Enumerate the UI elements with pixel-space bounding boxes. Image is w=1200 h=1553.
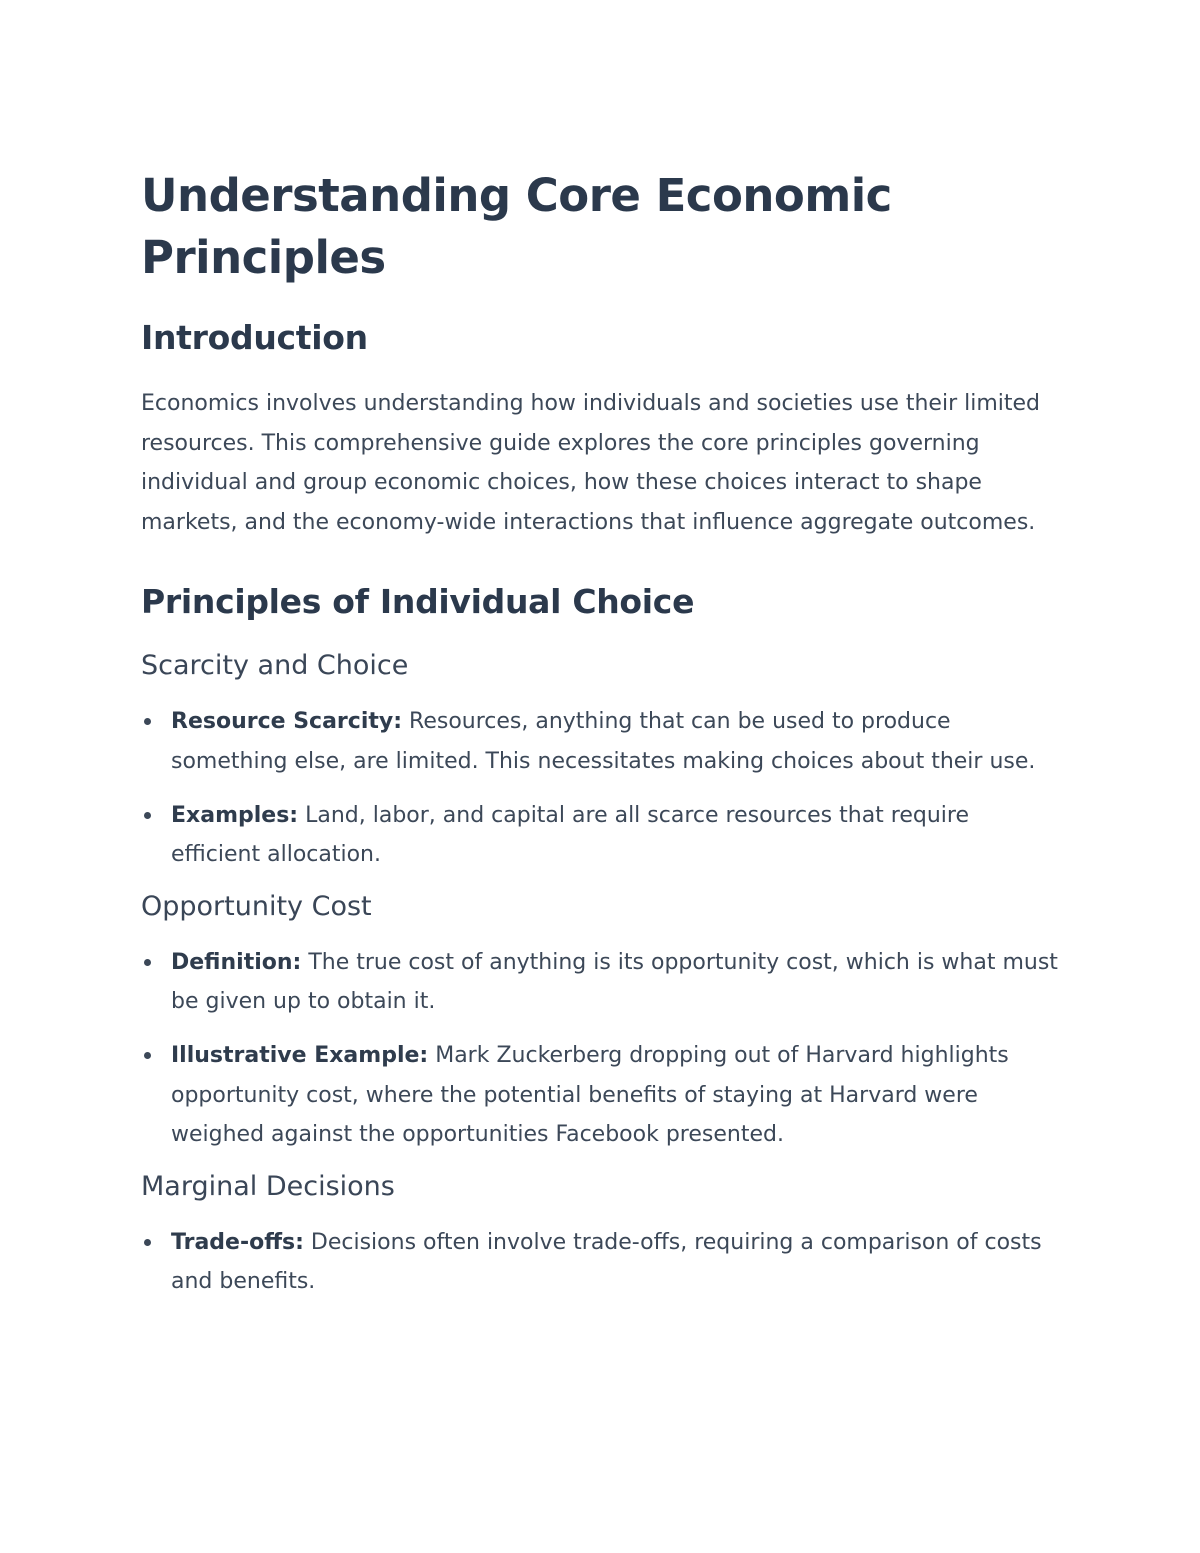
list-item	[141, 1036, 1061, 1155]
bullet-icon	[144, 718, 151, 725]
list-item-term: Trade-offs:	[171, 1229, 304, 1255]
intro-paragraph: Economics involves understanding how individuals and societies use their limited resources. This comprehensive guide explores the core principles governing individual and group economic choices, how these choices interact to shape markets, and the economy-wide interactions that influence aggregate outcomes.	[141, 391, 1041, 535]
list-item-text: Resources, anything that can be used to produce something else, are limited. This necessitates making choices about their use.	[171, 709, 1036, 774]
subsection-heading-marginal-decisions: Marginal Decisions	[141, 1170, 395, 1202]
subsection-heading-opportunity-cost: Opportunity Cost	[141, 890, 372, 922]
section-heading-introduction: Introduction	[141, 318, 368, 357]
list-item-text: Land, labor, and capital are all scarce resources that require efficient allocation.	[171, 802, 970, 868]
list-item-text: Mark Zuckerberg dropping out of Harvard highlights opportunity cost, where the potential benefits of staying at Harvard were weighed against the opportunities Facebook presented.	[171, 1042, 1009, 1148]
list-item-term: Examples:	[171, 802, 299, 828]
bullet-icon	[144, 1052, 151, 1059]
bullet-list-opportunity-cost	[141, 943, 1061, 1155]
bullet-icon	[144, 1239, 151, 1246]
list-item	[141, 702, 1061, 781]
list-item	[141, 796, 1061, 875]
bullet-list-scarcity	[141, 702, 1061, 874]
list-item-text: Decisions often involve trade-offs, requiring a comparison of costs and benefits.	[171, 1229, 1042, 1295]
document-title: Understanding Core Economic Principles	[141, 169, 892, 284]
list-item-term: Definition:	[171, 949, 302, 975]
list-item	[141, 943, 1061, 1022]
list-item	[141, 1223, 1061, 1302]
list-item-text: The true cost of anything is its opportunity cost, which is what must be given up to obtain it.	[171, 949, 1058, 1015]
subsection-heading-scarcity: Scarcity and Choice	[141, 650, 409, 682]
document-page	[141, 165, 1061, 1316]
bullet-list-marginal-decisions	[141, 1223, 1061, 1302]
bullet-icon	[144, 959, 151, 966]
bullet-icon	[144, 812, 151, 819]
list-item-term: Resource Scarcity:	[171, 709, 403, 735]
list-item-term: Illustrative Example:	[171, 1042, 429, 1068]
section-heading-principles: Principles of Individual Choice	[141, 582, 695, 622]
